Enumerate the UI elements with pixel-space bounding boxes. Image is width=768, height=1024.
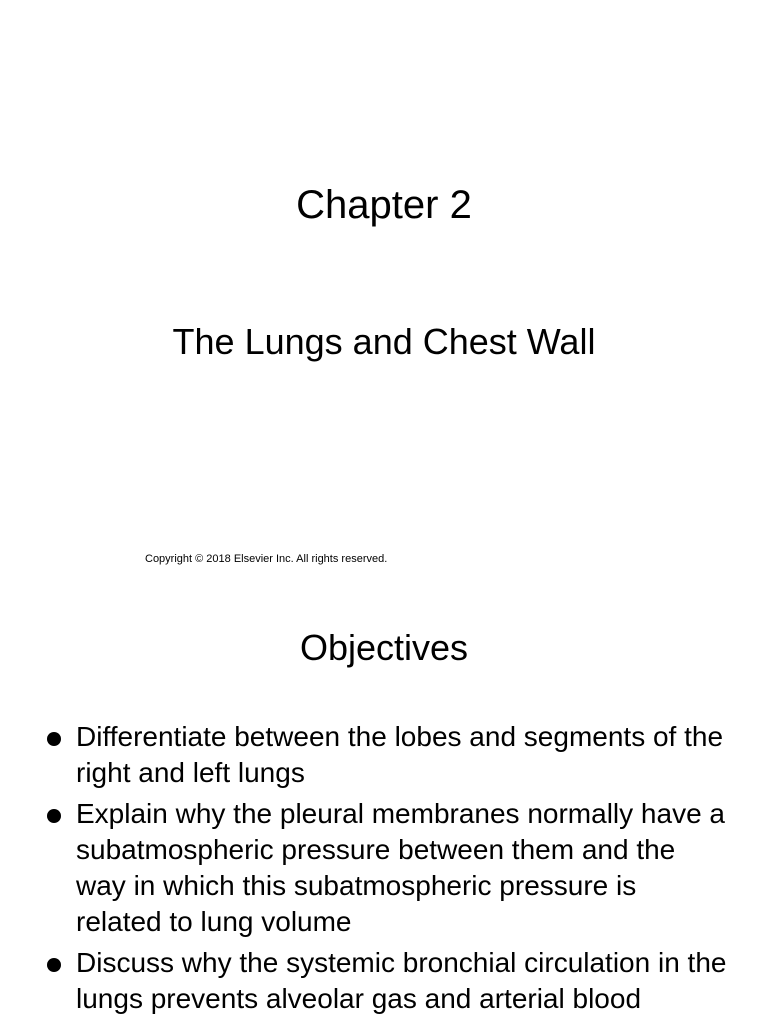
objective-item <box>0 796 768 940</box>
objective-item <box>0 945 768 1017</box>
bullet-icon <box>47 732 61 746</box>
objectives-slide <box>0 576 768 1024</box>
copyright-notice: Copyright © 2018 Elsevier Inc. All rights reserved. <box>145 553 388 565</box>
objective-item <box>0 719 768 791</box>
chapter-subtitle: The Lungs and Chest Wall <box>172 321 596 362</box>
objective-text: Explain why the pleural membranes normally have a subatmospheric pressure between them and the way in which this subatmospheric pressure is related to lung volume <box>76 798 725 937</box>
bullet-icon <box>47 958 61 972</box>
chapter-title: Chapter 2 <box>296 183 472 227</box>
objectives-title: Objectives <box>299 627 469 668</box>
objective-text: Differentiate between the lobes and segments of the right and left lungs <box>76 721 724 788</box>
bullet-icon <box>47 809 61 823</box>
objective-text: Discuss why the systemic bronchial circulation in the lungs prevents alveolar gas and arterial blood <box>76 947 727 1014</box>
objectives-list <box>0 719 768 1022</box>
